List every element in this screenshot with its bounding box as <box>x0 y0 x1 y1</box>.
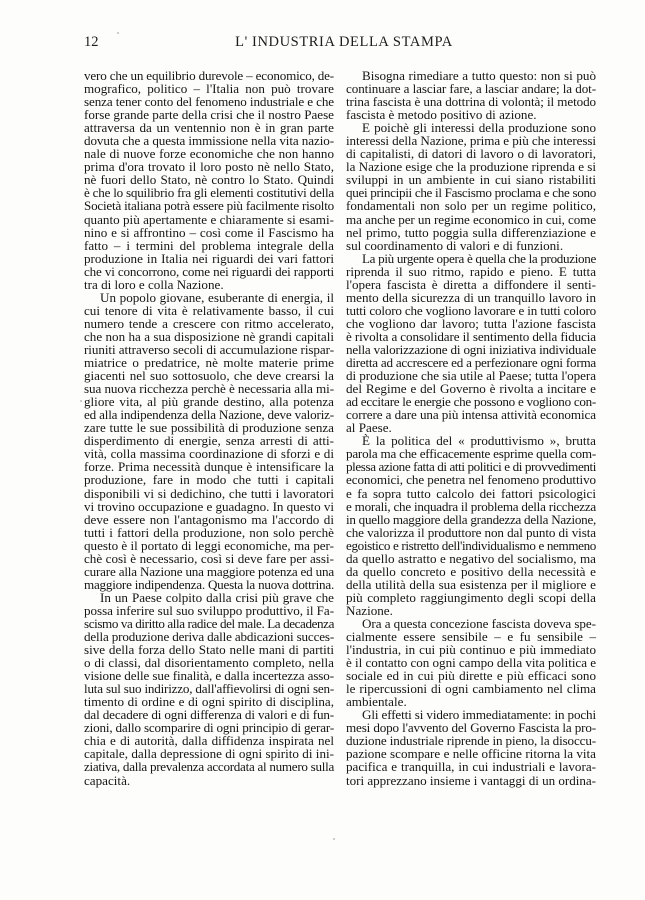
text-line: luta sul suo indirizzo, dall'affievolirsi di ogni sen- <box>84 681 334 697</box>
text-line: parola ma che efficacemente esprime quella com- <box>346 446 596 462</box>
text-line: La più urgente opera è quella che la produzione <box>362 250 596 266</box>
text-line: che valorizza il produttore non dal punto di vista <box>346 524 596 540</box>
text-line: fondamentali non solo per un regime politico, <box>346 198 596 214</box>
text-line: economici, che penetra nel fenomeno produttivo <box>346 472 597 488</box>
text-line: è il contatto con ogni campo della vita politica e <box>346 655 596 671</box>
text-line: nella valorizzazione di ogni iniziativa individuale <box>346 341 597 357</box>
paper-speck <box>333 838 335 840</box>
text-line: ed alla indipendenza della Nazione, deve valoriz- <box>84 407 334 423</box>
text-line: È la politica del « produttivismo », brutta <box>362 433 596 449</box>
text-line: plessa azione fatta di atti politici e di provvedimenti <box>346 459 596 475</box>
text-line: disponibili vi si dedichino, che tutti i lavoratori <box>84 485 334 501</box>
text-line: vità, colla massima coordinazione di sforzi e di <box>84 446 334 462</box>
text-line: capitale, dalla depressione di ogni spirito di ini- <box>84 746 334 762</box>
text-column-left <box>84 69 334 787</box>
text-line: nale di nuove forze economiche che non hanno <box>84 146 334 162</box>
text-line: zare tutte le sue possibilità di produzione senza <box>84 420 334 436</box>
text-line: correre a dare una più intensa attività economica <box>346 407 596 423</box>
text-line: quanto più apertamente e chiaramente si esami- <box>84 211 334 227</box>
text-line: al Paese. <box>346 420 392 436</box>
text-line: mografico, politico – l'Italia non può trovare <box>84 81 334 97</box>
text-line: prima d'ora trovato il loro posto nè nello Stato, <box>84 159 334 175</box>
text-line: E poichè gli interessi della produzione sono <box>362 120 596 136</box>
text-line: in quello maggiore della grandezza della Nazione, <box>346 511 597 527</box>
text-line: produzione in Italia nei riguardi dei vari fattori <box>84 250 334 266</box>
text-line: ziativa, dalla prevalenza accordata al numero sulla <box>84 759 334 775</box>
text-line: questo è il portato di leggi economiche, ma per- <box>84 537 334 553</box>
text-line: pacifica e tranquilla, in cui industriali e lavora- <box>346 759 596 775</box>
text-line: di produzione che sia utile al Paese; tutta l'opera <box>346 368 597 384</box>
text-line: ad eccitare le energie che possono e vogliono con- <box>346 394 597 410</box>
text-line: di capitalisti, di datori di lavoro o di lavoratori, <box>346 146 596 162</box>
text-line: della utilità della sua esistenza per il migliore e <box>346 576 596 592</box>
text-line: forse grande parte della crisi che il nostro Paese <box>84 107 334 123</box>
text-line: sul coordinamento di valori e di funzioni. <box>346 237 564 253</box>
text-line: Ora a questa concezione fascista doveva spe- <box>362 615 596 631</box>
text-line: In un Paese colpito dalla crisi più grave che <box>100 589 334 605</box>
text-line: riuniti attraverso secoli di accumulazione rispar- <box>84 341 334 357</box>
text-line: maggiore indipendenza. Questa la nuova dottrina. <box>84 576 334 592</box>
text-line: ma anche per un regime economico in cui, come <box>346 211 596 227</box>
text-line: nè fuori dello Stato, nè contro lo Stato. Quindi <box>84 172 334 188</box>
text-line: diretta ad accrescere ed a perfezionare ogni forma <box>346 355 596 371</box>
text-line: senza tener conto del fenomeno industriale e che <box>84 94 335 110</box>
text-line: timento di ordine e di ogni spirito di disciplina, <box>84 694 334 710</box>
journal-title: L' INDUSTRIA DELLA STAMPA <box>235 34 453 50</box>
text-line: da quello concreto e positivo della necessità e <box>346 563 596 579</box>
text-line: continuare a lasciar fare, a lasciar andare; la dot- <box>346 81 596 97</box>
text-line: produzione, fare in modo che tutti i capitali <box>84 472 334 488</box>
text-line: chia e di autorità, dalla diffidenza inspirata nel <box>84 733 334 749</box>
text-line: egoistico e ristretto dell'individualismo e nemmeno <box>346 537 596 553</box>
text-column-right <box>346 69 596 787</box>
page-number: 12 <box>84 34 99 50</box>
text-line: sociale ed in cui più dirette e più efficaci sono <box>346 668 596 684</box>
text-line: mesi dopo l'avvento del Governo Fascista la pro- <box>346 720 597 736</box>
text-line: o di classi, dal disorientamento completo, nella <box>84 655 334 671</box>
paper-speck <box>80 400 82 402</box>
text-line: ambientale. <box>346 694 407 710</box>
text-line: del Regime e del Governo è rivolta a incitare e <box>346 381 596 397</box>
text-line: Società italiana potrà essere più facilmente risolto <box>84 198 334 214</box>
running-head <box>84 34 604 54</box>
text-line: dal decadere di ogni differenza di valori e di fun- <box>84 707 335 723</box>
text-line: giacenti nel suo sottosuolo, che deve crearsi la <box>84 368 334 384</box>
text-line: sive della forza dello Stato nelle mani di partiti <box>84 642 334 658</box>
text-line: curare alla Nazione una maggiore potenza ed una <box>84 563 335 579</box>
text-line: e fa sopra tutto calcolo dei fattori psicologici <box>346 485 596 501</box>
text-line: Gli effetti si videro immediatamente: in pochi <box>362 707 596 723</box>
text-line: riprenda il suo ritmo, rapido e pieno. E tutta <box>346 263 596 279</box>
text-line: numero tende a crescere con ritmo accelerato, <box>84 315 334 331</box>
text-line: zioni, dallo scomparire di ogni principio di gerar- <box>84 720 335 736</box>
text-line: l'opera fascista è diretta a diffondere il senti- <box>346 276 596 292</box>
text-line: più completo raggiungimento degli scopi della <box>346 589 596 605</box>
text-line: deve essere non l'antagonismo ma l'accordo di <box>84 511 334 527</box>
text-line: sua nuova ricchezza perchè è necessaria alla mi- <box>84 381 334 397</box>
text-line: le ripercussioni di ogni cambiamento nel clima <box>346 681 596 697</box>
text-line: disperdimento di energie, senza arresti di atti- <box>84 433 334 449</box>
text-line: è che lo squilibrio fra gli elementi costitutivi della <box>84 185 334 201</box>
text-line: forze. Prima necessità dunque è intensificare la <box>84 459 334 475</box>
text-line: fascista è metodo positivo di azione. <box>346 107 537 123</box>
text-line: da quello astratto e negativo del socialismo, ma <box>346 550 596 566</box>
text-line: visione delle sue finalità, e dalla incertezza asso- <box>84 668 335 684</box>
text-line: della produzione deriva dalle abdicazioni succes- <box>84 629 335 645</box>
text-line: è rivolta a consolidare il sentimento della fiducia <box>346 328 596 344</box>
text-line: capacità. <box>84 772 131 788</box>
text-line: tutti i fattori della produzione, non solo perchè <box>84 524 334 540</box>
text-line: attraversa da un ventennio non è in gran parte <box>84 120 334 136</box>
text-line: nino e si affrontino – così come il Fascismo ha <box>84 224 334 240</box>
text-line: l'industria, in cui più continuo e più immediato <box>346 642 596 658</box>
text-line: sviluppi in un ambiente in cui siano ristabiliti <box>346 172 596 188</box>
text-line: cialmente essere sensibile – e fu sensibile – <box>346 629 596 645</box>
text-line: gliore vita, al più grande destino, alla potenza <box>84 394 334 410</box>
text-line: Bisogna rimediare a tutto questo: non si può <box>362 68 596 83</box>
text-line: tori apprezzano insieme i vantaggi di un ordina- <box>346 772 596 788</box>
paper-speck <box>117 32 119 34</box>
text-line: dovuta che a questa immissione nella vita nazio- <box>84 133 334 149</box>
text-line: interessi della Nazione, prima e più che interessi <box>346 133 596 149</box>
text-line: tra di loro e colla Nazione. <box>84 276 224 292</box>
text-line: pazione scompare e nelle officine ritorna la vita <box>346 746 596 762</box>
text-line: vero che un equilibrio durevole – economico, de- <box>84 68 334 83</box>
text-line: Un popolo giovane, esuberante di energia, il <box>100 289 334 305</box>
text-line: possa inferire sul suo sviluppo produttivo, il Fa- <box>84 602 335 618</box>
text-line: che vogliono dar lavoro; tutta l'azione fascista <box>346 315 596 331</box>
text-line: e morali, che inquadra il problema della ricchezza <box>346 498 596 514</box>
text-line: duzione industriale riprende in pieno, la disoccu- <box>346 733 596 749</box>
text-line: la Nazione esige che la produzione riprenda e si <box>346 159 596 175</box>
text-line: fatto – i termini del problema integrale della <box>84 237 334 253</box>
text-line: trina fascista è una dottrina di volontà; il metodo <box>346 94 596 110</box>
text-line: vi trovino occupazione e guadagno. In questo vi <box>84 498 334 514</box>
text-line: scismo va diritto alla radice del male. La decadenza <box>84 615 334 631</box>
text-line: quei principii che il Fascismo proclama e che sono <box>346 185 596 201</box>
text-line: nel primo, tutto poggia sulla differenziazione e <box>346 224 596 240</box>
text-line: chè così è necessario, così si deve fare per assi- <box>84 550 334 566</box>
text-line: miatrice o predatrice, nè molte materie prime <box>84 355 334 371</box>
text-line: cui tenore di vita è relativamente basso, il cui <box>84 302 334 318</box>
text-line: tutti coloro che vogliono lavorare e in tutti coloro <box>346 302 597 318</box>
text-line: che non ha a sua disposizione nè grandi capitali <box>84 328 334 344</box>
text-line: Nazione. <box>346 602 393 618</box>
text-line: che vi concorrono, come nei riguardi dei rapporti <box>84 263 335 279</box>
text-line: mento della sicurezza di un tranquillo lavoro in <box>346 289 596 305</box>
